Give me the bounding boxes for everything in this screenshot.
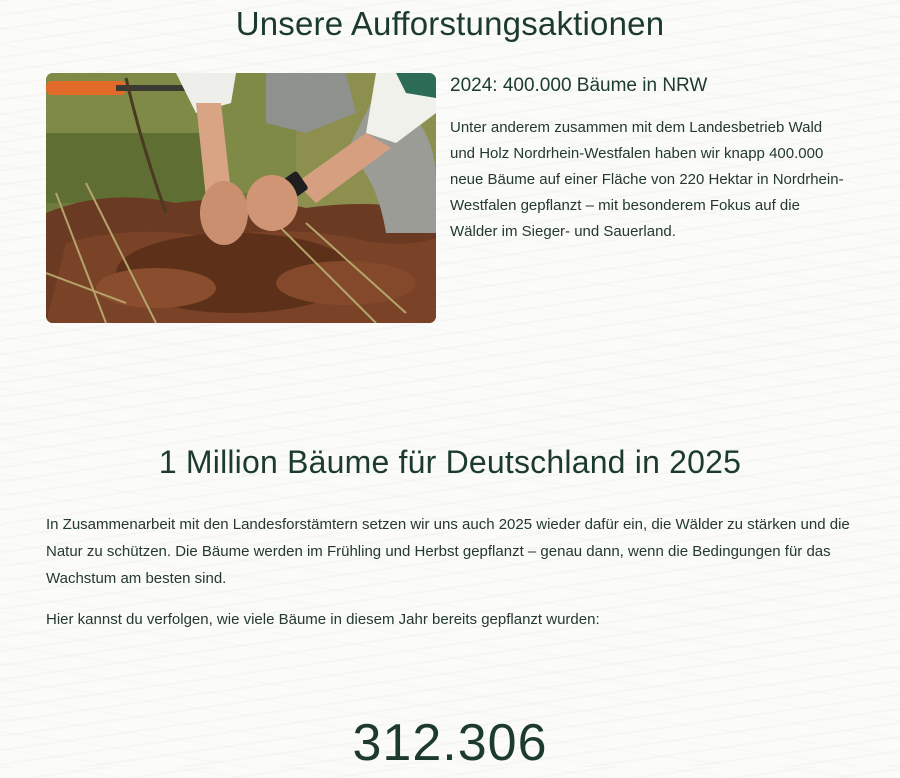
tree-planting-photo xyxy=(46,73,436,323)
card-description: Unter anderem zusammen mit dem Landesbetrieb Wald und Holz Nordrhein-Westfalen haben wir knapp 400.000 neue Bäume auf einer Fläche von 220 Hektar in Nordrhein-Westfalen gepflanzt – mit besonderem Fokus auf die Wälder im Sieger- und Sauerland. xyxy=(450,119,844,240)
tracking-paragraph: Hier kannst du verfolgen, wie viele Bäume in diesem Jahr bereits gepflanzt wurden: xyxy=(46,611,600,628)
section-title-reforestation: Unsere Aufforstungsaktionen xyxy=(235,5,665,42)
card-heading-nrw-2024: 2024: 400.000 Bäume in NRW xyxy=(450,75,708,96)
section-title-million-trees: 1 Million Bäume für Deutschland in 2025 xyxy=(158,444,742,480)
planted-trees-counter: 312.306 xyxy=(352,714,548,772)
intro-paragraph: In Zusammenarbeit mit den Landesforstämtern setzen wir uns auch 2025 wieder dafür ein, die Wälder zu stärken und die Natur zu schützen. Die Bäume werden im Frühling und Herbst gepflanzt – genau dann, wenn die Bedingungen für das Wachstum am besten sind. xyxy=(46,516,850,587)
